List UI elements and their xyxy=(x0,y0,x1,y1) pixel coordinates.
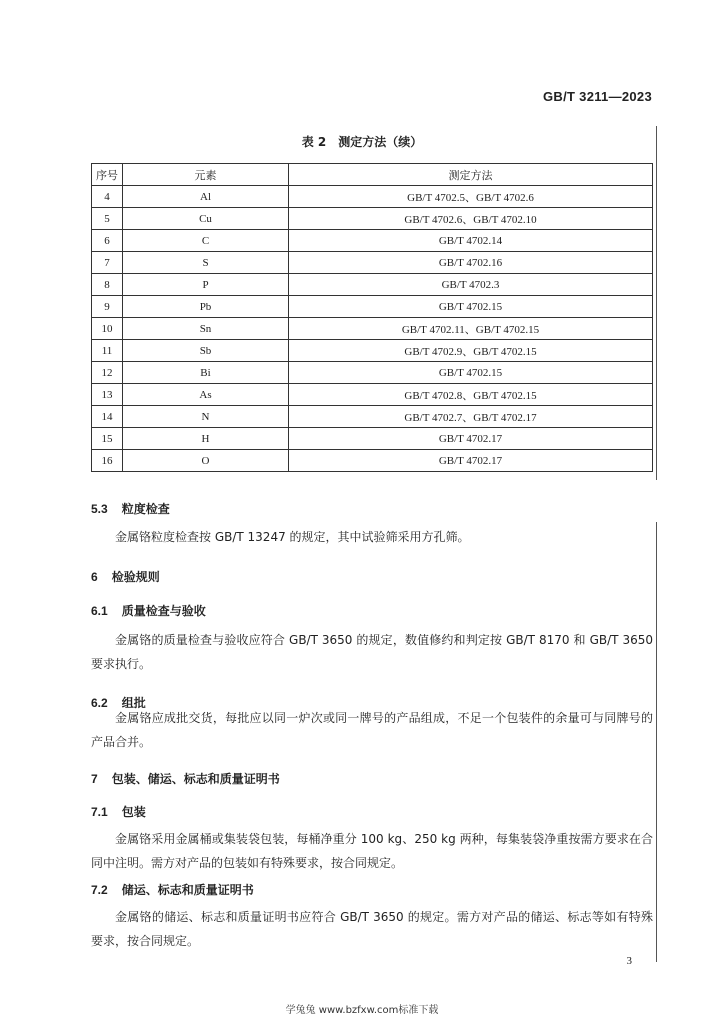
method-reference: GB/T 4702.17 xyxy=(289,428,653,450)
table-row xyxy=(92,384,653,406)
row-number: 8 xyxy=(92,274,123,296)
row-number: 4 xyxy=(92,186,123,208)
section-heading xyxy=(91,602,206,619)
element-symbol: N xyxy=(123,406,289,428)
section-title: 储运、标志和质量证明书 xyxy=(121,883,254,897)
element-symbol: Pb xyxy=(123,296,289,318)
method-reference: GB/T 4702.5、GB/T 4702.6 xyxy=(289,186,653,208)
paragraph: 金属铬的储运、标志和质量证明书应符合 GB/T 3650 的规定。需方对产品的储运、标志等如有特殊要求，按合同规定。 xyxy=(91,910,653,948)
method-reference: GB/T 4702.6、GB/T 4702.10 xyxy=(289,208,653,230)
table-header-row xyxy=(92,164,653,186)
method-reference: GB/T 4702.14 xyxy=(289,230,653,252)
method-reference: GB/T 4702.16 xyxy=(289,252,653,274)
table-row xyxy=(92,450,653,472)
method-reference: GB/T 4702.11、GB/T 4702.15 xyxy=(289,318,653,340)
page-number: 3 xyxy=(626,955,632,967)
margin-bar xyxy=(656,126,657,480)
table-row xyxy=(92,252,653,274)
row-number: 12 xyxy=(92,362,123,384)
section-heading xyxy=(91,500,170,517)
row-number: 14 xyxy=(92,406,123,428)
section-title: 包装 xyxy=(121,805,146,819)
element-symbol: C xyxy=(123,230,289,252)
section-title: 检验规则 xyxy=(111,570,160,584)
section-number: 7.1 xyxy=(91,805,108,819)
method-reference: GB/T 4702.15 xyxy=(289,362,653,384)
column-header: 元素 xyxy=(123,164,289,186)
element-symbol: Al xyxy=(123,186,289,208)
paragraph: 金属铬应成批交货，每批应以同一炉次或同一牌号的产品组成，不足一个包装件的余量可与同牌号的产品合并。 xyxy=(91,711,653,749)
column-header: 序号 xyxy=(92,164,123,186)
section-heading xyxy=(91,803,146,820)
paragraph: 金属铬的质量检查与验收应符合 GB/T 3650 的规定，数值修约和判定按 GB/T 8170 和 GB/T 3650 要求执行。 xyxy=(91,633,653,671)
element-symbol: S xyxy=(123,252,289,274)
method-reference: GB/T 4702.9、GB/T 4702.15 xyxy=(289,340,653,362)
method-reference: GB/T 4702.8、GB/T 4702.15 xyxy=(289,384,653,406)
paragraph: 金属铬采用金属桶或集装袋包装，每桶净重分 100 kg、250 kg 两种，每集装袋净重按需方要求在合同中注明。需方对产品的包装如有特殊要求，按合同规定。 xyxy=(91,832,653,870)
element-symbol: Bi xyxy=(123,362,289,384)
method-reference: GB/T 4702.3 xyxy=(289,274,653,296)
row-number: 10 xyxy=(92,318,123,340)
paragraph: 金属铬粒度检查按 GB/T 13247 的规定，其中试验筛采用方孔筛。 xyxy=(115,530,470,544)
table-caption: 表 2 测定方法（续） xyxy=(301,135,423,149)
table-row xyxy=(92,208,653,230)
section-number: 7.2 xyxy=(91,883,108,897)
section-heading xyxy=(91,568,160,585)
table-row xyxy=(92,406,653,428)
section-title: 质量检查与验收 xyxy=(121,604,206,618)
element-symbol: P xyxy=(123,274,289,296)
row-number: 6 xyxy=(92,230,123,252)
row-number: 9 xyxy=(92,296,123,318)
row-number: 11 xyxy=(92,340,123,362)
section-number: 7 xyxy=(91,772,98,786)
table-row xyxy=(92,296,653,318)
row-number: 13 xyxy=(92,384,123,406)
method-reference: GB/T 4702.7、GB/T 4702.17 xyxy=(289,406,653,428)
column-header: 测定方法 xyxy=(289,164,653,186)
table-row xyxy=(92,274,653,296)
section-number: 5.3 xyxy=(91,502,108,516)
element-symbol: Sb xyxy=(123,340,289,362)
table-row xyxy=(92,318,653,340)
row-number: 15 xyxy=(92,428,123,450)
section-heading xyxy=(91,770,280,787)
section-title: 包装、储运、标志和质量证明书 xyxy=(111,772,280,786)
row-number: 16 xyxy=(92,450,123,472)
method-reference: GB/T 4702.17 xyxy=(289,450,653,472)
section-title: 粒度检查 xyxy=(121,502,170,516)
footer-watermark: 学兔兔 www.bzfxw.com标准下载 xyxy=(285,1005,439,1016)
methods-table xyxy=(91,163,653,472)
section-title: 组批 xyxy=(121,696,146,710)
table-row xyxy=(92,362,653,384)
row-number: 5 xyxy=(92,208,123,230)
table-row xyxy=(92,186,653,208)
table-row xyxy=(92,340,653,362)
element-symbol: O xyxy=(123,450,289,472)
section-heading xyxy=(91,881,254,898)
element-symbol: H xyxy=(123,428,289,450)
element-symbol: Sn xyxy=(123,318,289,340)
method-reference: GB/T 4702.15 xyxy=(289,296,653,318)
section-number: 6.1 xyxy=(91,604,108,618)
element-symbol: Cu xyxy=(123,208,289,230)
section-number: 6.2 xyxy=(91,696,108,710)
element-symbol: As xyxy=(123,384,289,406)
row-number: 7 xyxy=(92,252,123,274)
margin-bar xyxy=(656,522,657,962)
table-row xyxy=(92,428,653,450)
table-row xyxy=(92,230,653,252)
section-number: 6 xyxy=(91,570,98,584)
standard-code: GB/T 3211—2023 xyxy=(543,89,652,104)
